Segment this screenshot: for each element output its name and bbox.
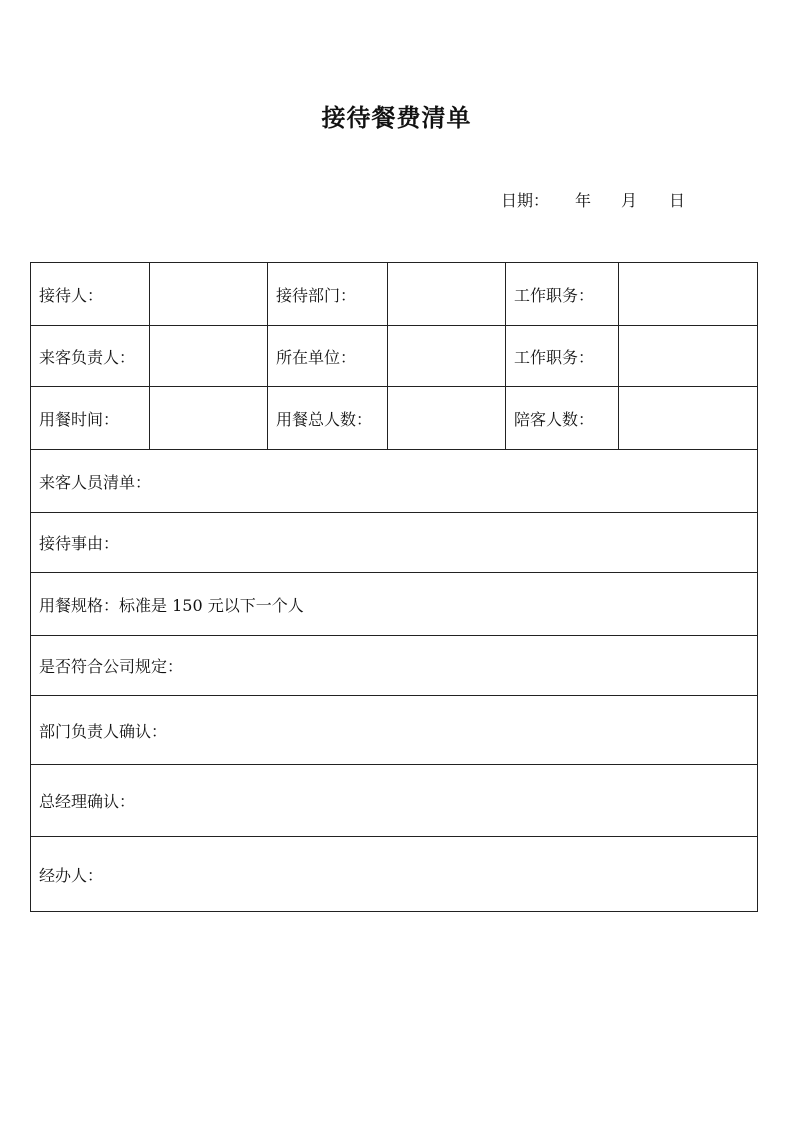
form-row-guest [31, 326, 758, 387]
host-position-label: 工作职务： [506, 263, 619, 326]
form-row-meal-standard [31, 573, 758, 636]
form-row-gm-approval [31, 765, 758, 837]
date-line [501, 188, 685, 211]
handler-field[interactable]: 经办人： [31, 837, 758, 912]
date-year-label: 年 [575, 191, 592, 210]
total-diners-field[interactable] [388, 387, 506, 450]
total-diners-label: 用餐总人数： [268, 387, 388, 450]
reception-meal-form [30, 262, 758, 912]
form-row-reason [31, 513, 758, 573]
date-label: 日期： [501, 191, 550, 210]
guest-lead-field[interactable] [150, 326, 268, 387]
form-row-compliance [31, 636, 758, 696]
guest-organization-field[interactable] [388, 326, 506, 387]
guest-list-field[interactable]: 来客人员清单： [31, 450, 758, 513]
guest-position-field[interactable] [619, 326, 758, 387]
host-position-field[interactable] [619, 263, 758, 326]
meal-standard-field[interactable]: 用餐规格：标准是 150 元以下一个人 [31, 573, 758, 636]
policy-compliance-field[interactable]: 是否符合公司规定： [31, 636, 758, 696]
meal-time-field[interactable] [150, 387, 268, 450]
host-department-label: 接待部门： [268, 263, 388, 326]
form-row-meal [31, 387, 758, 450]
document-title: 接待餐费清单 [321, 103, 472, 132]
form-row-guest-list [31, 450, 758, 513]
accompanying-count-label: 陪客人数： [506, 387, 619, 450]
date-day-label: 日 [669, 191, 686, 210]
host-department-field[interactable] [388, 263, 506, 326]
form-row-host [31, 263, 758, 326]
guest-position-label: 工作职务： [506, 326, 619, 387]
date-month-label: 月 [621, 191, 638, 210]
accompanying-count-field[interactable] [619, 387, 758, 450]
guest-lead-label: 来客负责人： [31, 326, 150, 387]
guest-organization-label: 所在单位： [268, 326, 388, 387]
form-row-dept-approval [31, 696, 758, 765]
host-field[interactable] [150, 263, 268, 326]
department-head-approval-field[interactable]: 部门负责人确认： [31, 696, 758, 765]
meal-time-label: 用餐时间： [31, 387, 150, 450]
host-label: 接待人： [31, 263, 150, 326]
form-row-handler [31, 837, 758, 912]
general-manager-approval-field[interactable]: 总经理确认： [31, 765, 758, 837]
reception-reason-field[interactable]: 接待事由： [31, 513, 758, 573]
